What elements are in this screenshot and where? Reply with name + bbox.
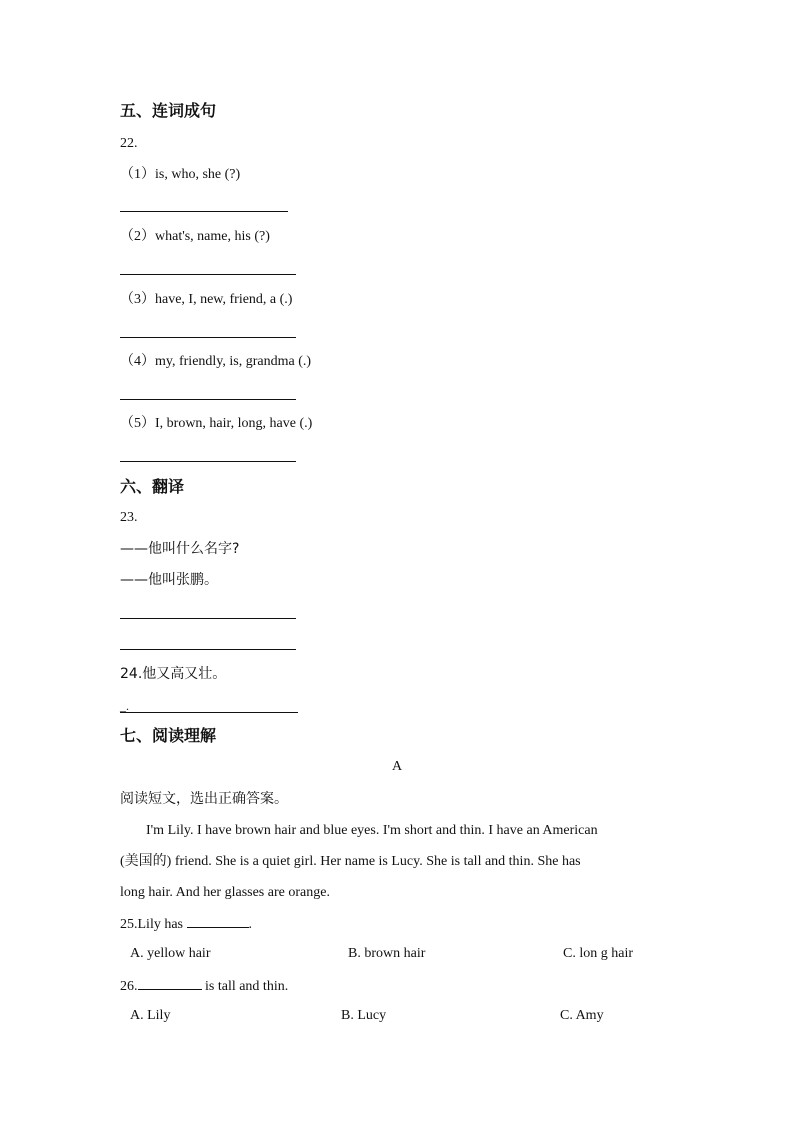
reading-passage <box>120 815 665 908</box>
question-26-option-b[interactable]: B. Lucy <box>341 1008 387 1023</box>
question-25-option-c[interactable]: C. lon g hair <box>563 946 633 961</box>
answer-line-22-2[interactable] <box>120 274 296 275</box>
passage-label: A <box>391 759 403 774</box>
question-25-option-a[interactable]: A. yellow hair <box>130 946 211 961</box>
question-22-item-3: （3）have, I, new, friend, a (.) <box>120 292 293 307</box>
question-24: 24.他又高又壮。 <box>120 666 227 682</box>
section-6-title: 六、翻译 <box>120 477 185 496</box>
passage-line-1: I'm Lily. I have brown hair and blue eyes. I'm short and thin. I have an American <box>146 823 598 838</box>
answer-line-23-2[interactable] <box>120 649 296 650</box>
section-5-title: 五、连词成句 <box>120 101 217 120</box>
question-26-option-a[interactable]: A. Lily <box>130 1008 171 1023</box>
reading-instruction: 阅读短文，选出正确答案。 <box>120 791 288 807</box>
question-22-number: 22. <box>120 136 138 151</box>
answer-line-23-1[interactable] <box>120 618 296 619</box>
question-24-mark: _. <box>120 699 129 713</box>
question-25-blank[interactable] <box>187 915 249 928</box>
question-26: 26. is tall and thin. <box>120 979 289 994</box>
answer-line-22-5[interactable] <box>120 461 296 462</box>
question-25: 25.Lily has . <box>120 917 252 932</box>
question-23-line-2: ——他叫张鹏。 <box>120 572 218 588</box>
question-22-item-4: （4）my, friendly, is, grandma (.) <box>120 354 312 369</box>
section-7-title: 七、阅读理解 <box>120 726 217 745</box>
question-22-item-5: （5）I, brown, hair, long, have (.) <box>120 416 313 431</box>
answer-line-24[interactable] <box>120 712 298 713</box>
answer-line-22-3[interactable] <box>120 337 296 338</box>
question-23-number: 23. <box>120 510 138 525</box>
passage-line-2: (美国的) friend. She is a quiet girl. Her name is Lucy. She is tall and thin. She has <box>120 854 581 869</box>
answer-line-22-1[interactable] <box>120 211 288 212</box>
question-25-text: 25.Lily has <box>120 917 187 932</box>
question-23-line-1: ——他叫什么名字? <box>120 541 240 557</box>
question-25-option-b[interactable]: B. brown hair <box>348 946 426 961</box>
question-26-blank[interactable] <box>138 977 202 990</box>
question-22-item-1: （1）is, who, she (?) <box>120 167 241 182</box>
answer-line-22-4[interactable] <box>120 399 296 400</box>
question-26-option-c[interactable]: C. Amy <box>560 1008 604 1023</box>
passage-line-3: long hair. And her glasses are orange. <box>120 885 330 900</box>
question-22-item-2: （2）what's, name, his (?) <box>120 229 270 244</box>
question-26-text: is tall and thin. <box>201 979 289 994</box>
